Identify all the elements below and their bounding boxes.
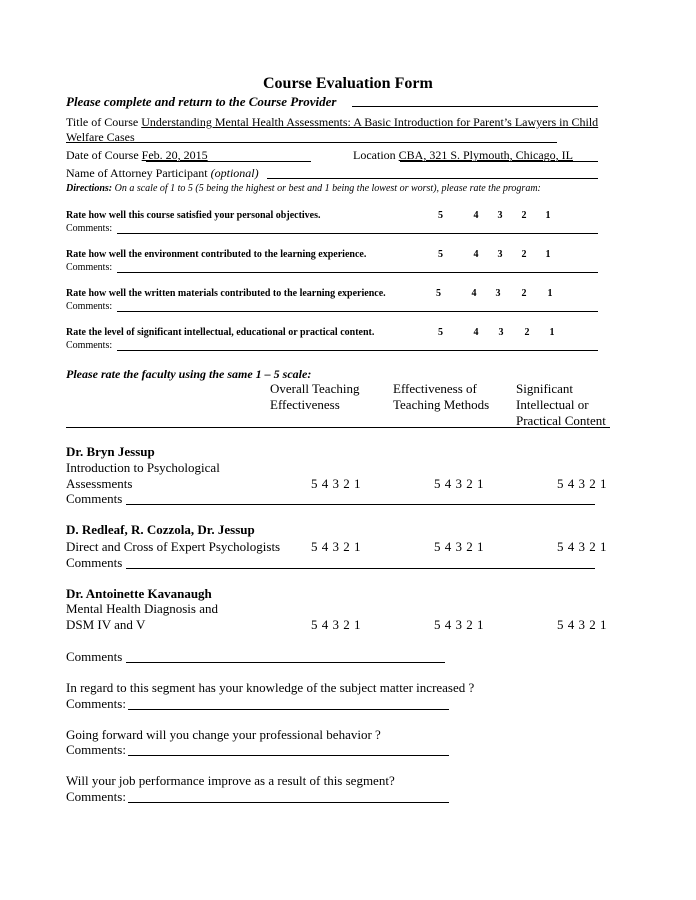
rating-4[interactable]: 4 (473, 249, 479, 260)
attorney-field[interactable] (267, 178, 598, 179)
course-location-value[interactable]: CBA, 321 S. Plymouth, Chicago, IL (398, 148, 573, 162)
course-title-row (66, 115, 598, 130)
faculty-column-header-2 (393, 381, 489, 413)
question-text: Rate the level of significant intellectual, educational or practical content. (66, 327, 375, 338)
comments-label: Comments: (66, 696, 126, 711)
rating-1[interactable]: 1 (545, 249, 551, 260)
column-header-line: Practical Content (516, 413, 606, 428)
presenter-name: D. Redleaf, R. Cozzola, Dr. Jessup (66, 522, 255, 537)
course-title-value-line2[interactable]: Welfare Cases (66, 130, 135, 144)
comments-label: Comments (66, 555, 123, 570)
rating-2[interactable]: 2 (521, 210, 527, 221)
question-text: Will your job performance improve as a result of this segment? (66, 773, 395, 788)
comments-field[interactable] (128, 755, 449, 756)
comments-label: Comments: (66, 223, 113, 234)
attorney-label: Name of Attorney Participant (66, 166, 208, 180)
column-header-line: Overall Teaching (270, 381, 360, 396)
form-instructions: Please complete and return to the Course Provider (66, 94, 337, 109)
directions-text: On a scale of 1 to 5 (5 being the highest or best and 1 being the lowest or worst), please rate the program: (114, 183, 541, 194)
faculty-heading: Please rate the faculty using the same 1 – 5 scale: (66, 367, 312, 381)
comments-label: Comments: (66, 301, 113, 312)
question-text: Rate how well the environment contributed to the learning experience. (66, 249, 367, 260)
rating-overall[interactable]: 5 4 3 2 1 (311, 476, 361, 491)
comments-field[interactable] (128, 709, 449, 710)
comments-field[interactable] (126, 504, 595, 505)
rating-2[interactable]: 2 (521, 249, 527, 260)
comments-field[interactable] (126, 662, 445, 663)
attorney-optional: (optional) (210, 166, 259, 180)
presenter-topic: Mental Health Diagnosis and (66, 601, 218, 616)
rating-2[interactable]: 2 (524, 327, 530, 338)
rating-5[interactable]: 5 (438, 249, 443, 260)
presenter-name: Dr. Bryn Jessup (66, 444, 155, 459)
course-date-value[interactable]: Feb. 20, 2015 (141, 148, 208, 162)
rating-1[interactable]: 1 (545, 210, 551, 221)
rating-4[interactable]: 4 (473, 210, 479, 221)
column-header-line: Teaching Methods (393, 397, 490, 412)
column-header-line: Effectiveness (270, 397, 340, 412)
comments-label: Comments: (66, 340, 113, 351)
rating-1[interactable]: 1 (549, 327, 555, 338)
question-text: Rate how well the written materials contributed to the learning experience. (66, 288, 386, 299)
rating-5[interactable]: 5 (438, 210, 443, 221)
rating-overall[interactable]: 5 4 3 2 1 (311, 617, 361, 632)
column-header-line: Significant (516, 381, 574, 396)
column-header-line: Effectiveness of (393, 381, 477, 396)
comments-field[interactable] (126, 568, 595, 569)
presenter-name: Dr. Antoinette Kavanaugh (66, 586, 212, 601)
comments-field[interactable] (117, 311, 598, 312)
rating-content[interactable]: 5 4 3 2 1 (557, 539, 607, 554)
rating-scale[interactable] (436, 288, 562, 299)
question-text: In regard to this segment has your knowledge of the subject matter increased ? (66, 680, 475, 695)
comments-field[interactable] (117, 350, 598, 351)
rating-5[interactable]: 5 (438, 327, 443, 338)
comments-label: Comments (66, 491, 123, 506)
column-header-line: Intellectual or (516, 397, 589, 412)
rating-scale[interactable] (438, 327, 564, 338)
comments-field[interactable] (117, 233, 598, 234)
directions-label: Directions: (66, 183, 113, 194)
header-underline (352, 106, 598, 107)
rating-scale[interactable] (438, 249, 560, 260)
faculty-header-rule-2 (516, 427, 610, 428)
rating-scale[interactable] (438, 210, 560, 221)
rating-3[interactable]: 3 (495, 288, 501, 299)
comments-field[interactable] (117, 272, 598, 273)
comments-label: Comments: (66, 742, 126, 757)
form-title: Course Evaluation Form (263, 75, 433, 92)
rating-methods[interactable]: 5 4 3 2 1 (434, 539, 484, 554)
course-date-label: Date of Course (66, 148, 139, 162)
question-text: Going forward will you change your professional behavior ? (66, 727, 381, 742)
comments-label: Comments (66, 649, 123, 664)
comments-field[interactable] (128, 802, 449, 803)
rating-5[interactable]: 5 (436, 288, 441, 299)
question-text: Rate how well this course satisfied your personal objectives. (66, 210, 321, 221)
directions (66, 183, 541, 194)
presenter-topic: Introduction to Psychological (66, 460, 220, 475)
faculty-header-rule (66, 427, 516, 428)
attorney-row (66, 166, 259, 181)
rating-content[interactable]: 5 4 3 2 1 (557, 617, 607, 632)
rating-4[interactable]: 4 (473, 327, 479, 338)
rating-3[interactable]: 3 (497, 210, 503, 221)
rating-2[interactable]: 2 (521, 288, 527, 299)
presenter-topic-line2: Assessments (66, 476, 133, 491)
course-location-underline (400, 161, 598, 162)
course-date-underline (146, 161, 311, 162)
rating-4[interactable]: 4 (471, 288, 477, 299)
rating-methods[interactable]: 5 4 3 2 1 (434, 476, 484, 491)
course-title-underline (66, 142, 557, 143)
faculty-column-header-3 (516, 381, 606, 429)
rating-3[interactable]: 3 (497, 249, 503, 260)
presenter-topic-line2: DSM IV and V (66, 617, 146, 632)
course-title-value[interactable]: Understanding Mental Health Assessments: A Basic Introduction for Parent’s Lawyers in Child (141, 115, 599, 129)
rating-overall[interactable]: 5 4 3 2 1 (311, 539, 361, 554)
presenter-topic: Direct and Cross of Expert Psychologists (66, 539, 281, 554)
course-location-label: Location (353, 148, 396, 162)
rating-content[interactable]: 5 4 3 2 1 (557, 476, 607, 491)
faculty-column-header-1 (270, 381, 359, 413)
comments-label: Comments: (66, 262, 113, 273)
course-title-label: Title of Course (66, 115, 139, 129)
rating-1[interactable]: 1 (547, 288, 553, 299)
comments-label: Comments: (66, 789, 126, 804)
rating-methods[interactable]: 5 4 3 2 1 (434, 617, 484, 632)
rating-3[interactable]: 3 (498, 327, 504, 338)
